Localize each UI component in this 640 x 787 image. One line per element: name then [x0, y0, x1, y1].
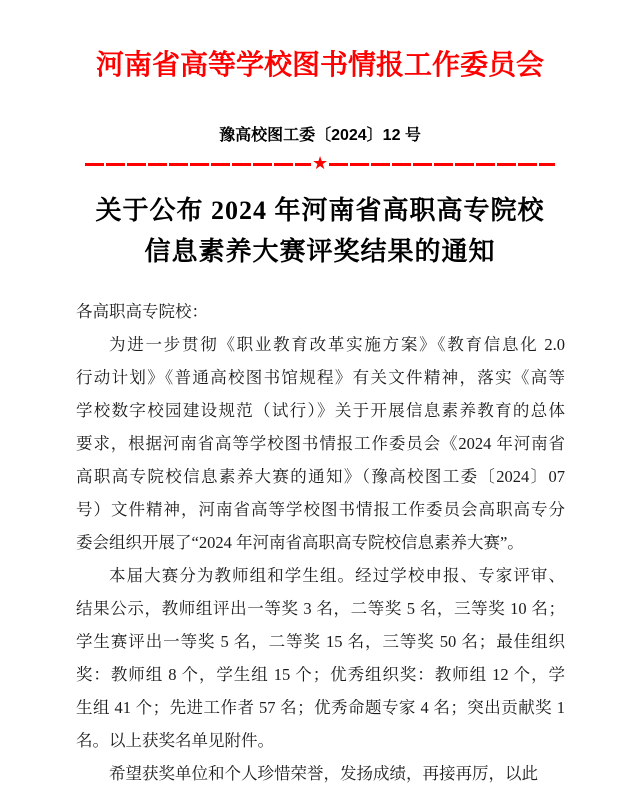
document-body — [76, 295, 565, 787]
body-line: 号）文件精神，河南省高等学校图书情报工作委员会高职高专分 — [76, 500, 565, 519]
body-line: 委会组织开展了“2024 年河南省高职高专院校信息素养大赛”。 — [76, 533, 524, 552]
body-line: 学生赛评出一等奖 5 名，二等奖 15 名，三等奖 50 名；最佳组织 — [76, 632, 565, 651]
body-line: 行动计划》《普通高校图书馆规程》有关文件精神，落实《高等 — [76, 368, 565, 387]
body-line: 要求，根据河南省高等学校图书情报工作委员会《2024 年河南省 — [76, 434, 565, 453]
body-line: 学校数字校园建设规范（试行）》关于开展信息素养教育的总体 — [76, 401, 565, 420]
salutation: 各高职高专院校： — [76, 302, 208, 321]
paragraph — [76, 559, 565, 757]
document-title — [0, 190, 640, 272]
body-line: 奖：教师组 8 个，学生组 15 个；优秀组织奖：教师组 12 个，学 — [76, 665, 565, 684]
star-icon: ★ — [311, 153, 329, 173]
body-line: 生组 41 个；先进工作者 57 名；优秀命题专家 4 名；突出贡献奖 1 — [76, 698, 565, 717]
divider-line-left — [85, 163, 311, 166]
paragraphs-container — [76, 328, 565, 787]
divider-line-right — [329, 163, 555, 166]
red-divider — [85, 154, 555, 174]
body-line: 结果公示，教师组评出一等奖 3 名，二等奖 5 名，三等奖 10 名； — [76, 599, 565, 618]
title-line: 信息素养大赛评奖结果的通知 — [144, 237, 496, 266]
doc-number: 豫高校图工委〔2024〕12 号 — [219, 127, 421, 144]
body-line: 名。以上获奖名单见附件。 — [76, 731, 274, 750]
body-line: 高职高专院校信息素养大赛的通知》（豫高校图工委〔2024〕07 — [76, 467, 565, 486]
org-name-header: 河南省高等学校图书情报工作委员会 — [95, 49, 544, 80]
body-line: 为进一步贯彻《职业教育改革实施方案》《教育信息化 2.0 — [109, 335, 565, 354]
paragraph — [76, 757, 565, 787]
paragraph — [76, 328, 565, 559]
title-line: 关于公布 2024 年河南省高职高专院校 — [95, 196, 545, 225]
body-line: 本届大赛分为教师组和学生组。经过学校申报、专家评审、 — [109, 566, 565, 585]
body-line: 希望获奖单位和个人珍惜荣誉，发扬成绩，再接再厉，以此 — [109, 764, 538, 783]
